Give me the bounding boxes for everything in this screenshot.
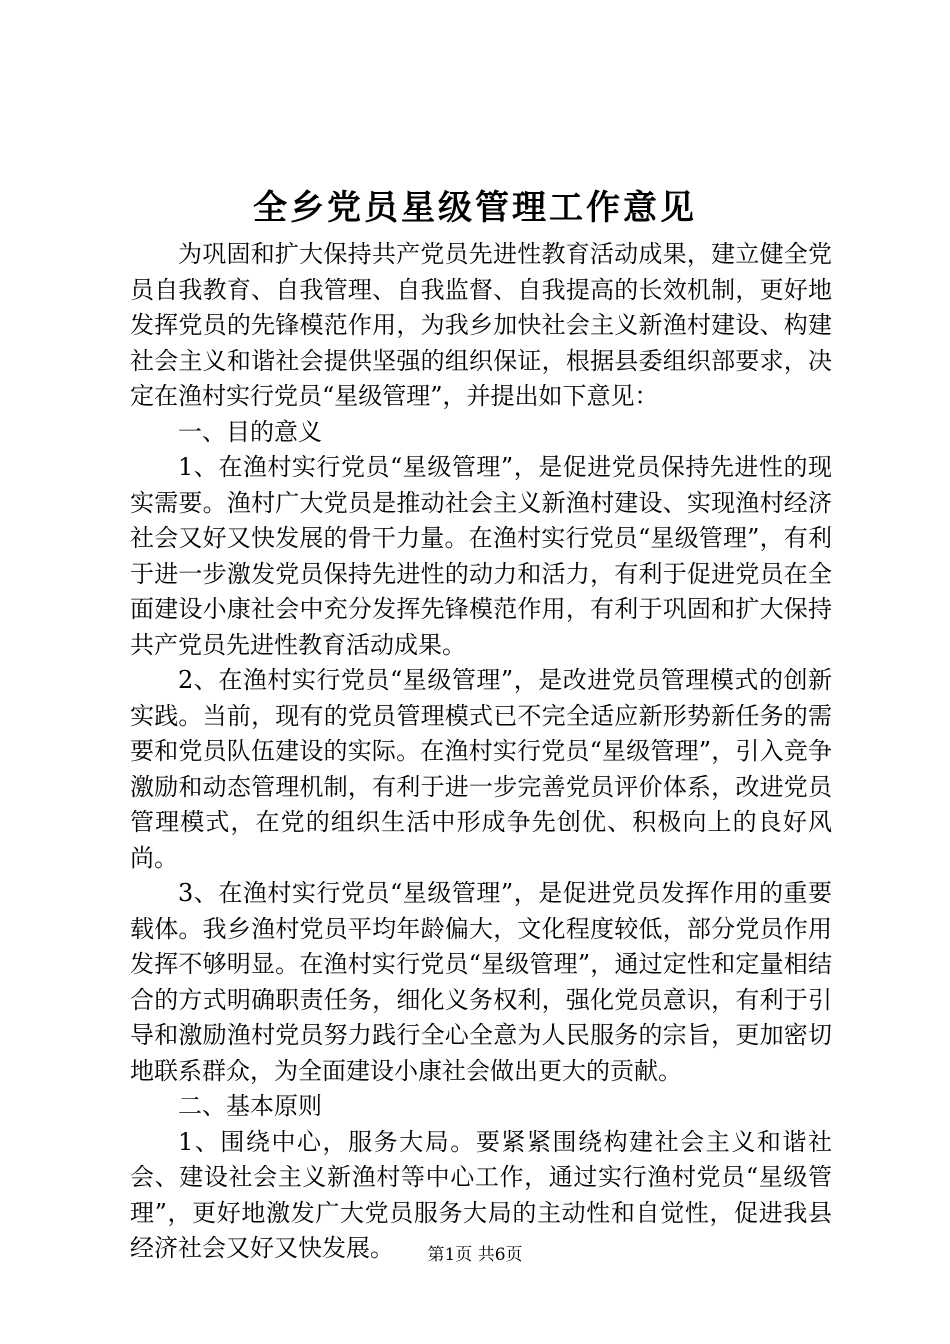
document-body: [130, 237, 832, 1267]
page-footer: 第1页 共6页: [427, 1245, 523, 1265]
purpose-item-1: 1、在渔村实行党员“星级管理”，是促进党员保持先进性的现实需要。渔村广大党员是推动社会主义新渔村建设、实现渔村经济社会又好又快发展的骨干力量。在渔村实行党员“星级管理”，有利于进一步激发党员保持先进性的动力和活力，有利于促进党员在全面建设小康社会中充分发挥先锋模范作用，有利于巩固和扩大保持共产党员先进性教育活动成果。: [130, 453, 832, 659]
section-heading-principles: 二、基本原则: [178, 1092, 322, 1120]
intro-paragraph: 为巩固和扩大保持共产党员先进性教育活动成果，建立健全党员自我教育、自我管理、自我监督、自我提高的长效机制，更好地发挥党员的先锋模范作用，为我乡加快社会主义新渔村建设、构建社会主义和谐社会提供坚强的组织保证，根据县委组织部要求，决定在渔村实行党员“星级管理”，并提出如下意见：: [130, 240, 832, 410]
purpose-item-3: 3、在渔村实行党员“星级管理”，是促进党员发挥作用的重要载体。我乡渔村党员平均年龄偏大，文化程度较低，部分党员作用发挥不够明显。在渔村实行党员“星级管理”，通过定性和定量相结合的方式明确职责任务，细化义务权利，强化党员意识，有利于引导和激励渔村党员努力践行全心全意为人民服务的宗旨，更加密切地联系群众，为全面建设小康社会做出更大的贡献。: [130, 879, 832, 1085]
section-heading-purpose: 一、目的意义: [178, 417, 322, 446]
purpose-item-2: 2、在渔村实行党员“星级管理”，是改进党员管理模式的创新实践。当前，现有的党员管理模式已不完全适应新形势新任务的需要和党员队伍建设的实际。在渔村实行党员“星级管理”，引入竞争激励和动态管理机制，有利于进一步完善党员评价体系，改进党员管理模式，在党的组织生活中形成争先创优、积极向上的良好风尚。: [130, 666, 832, 872]
principle-item-1: 1、围绕中心，服务大局。要紧紧围绕构建社会主义和谐社会、建设社会主义新渔村等中心工作，通过实行渔村党员“星级管理”，更好地激发广大党员服务大局的主动性和自觉性，促进我县经济社会又好又快发展。: [130, 1127, 832, 1262]
document-title: 全乡党员星级管理工作意见: [253, 188, 697, 228]
